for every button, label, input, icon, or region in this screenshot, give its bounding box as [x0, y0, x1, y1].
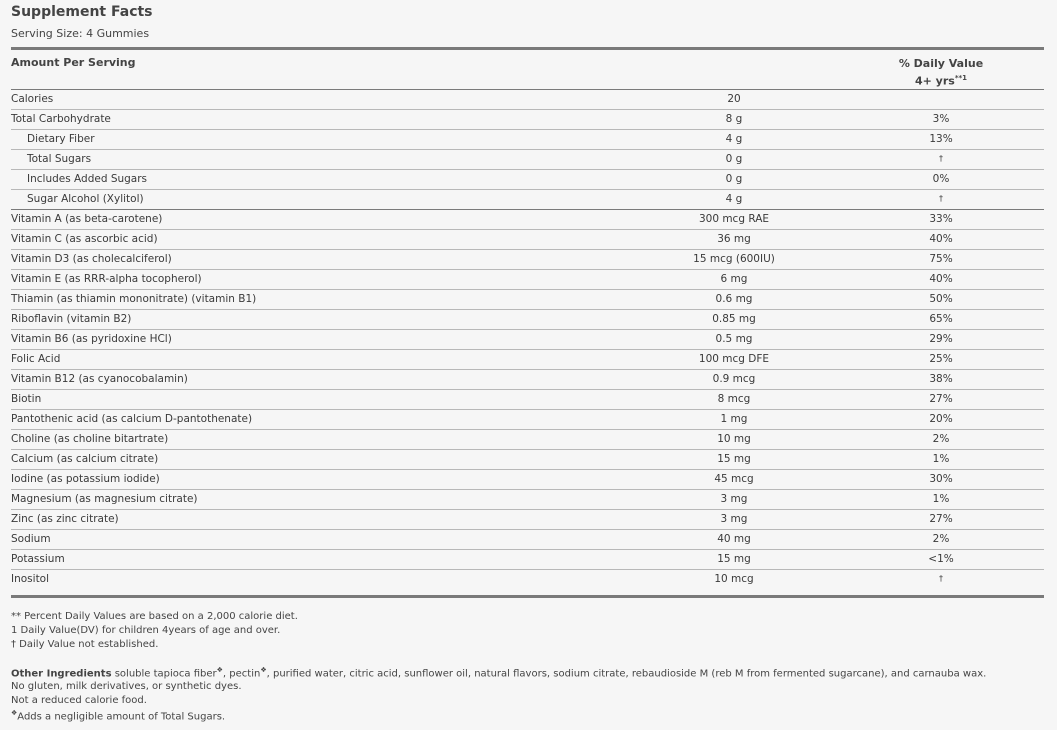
nutrient-name: Sodium — [11, 533, 51, 545]
panel-title: Supplement Facts — [11, 4, 153, 20]
nutrient-amount: 100 mcg DFE — [698, 353, 770, 365]
table-row — [11, 310, 1044, 330]
nutrient-daily-value: 30% — [929, 473, 953, 485]
nutrient-amount: 8 g — [725, 113, 743, 125]
nutrient-name: Vitamin C (as ascorbic acid) — [11, 233, 158, 245]
nutrient-amount: 10 mcg — [714, 573, 754, 585]
nutrient-daily-value: 1% — [932, 453, 950, 465]
nutrient-amount: 4 g — [725, 133, 743, 145]
nutrient-amount: 15 mcg (600IU) — [693, 253, 775, 265]
nutrient-name: Folic Acid — [11, 353, 61, 365]
table-row — [11, 270, 1044, 290]
nutrient-daily-value: 75% — [929, 253, 953, 265]
calorie-note: Not a reduced calorie food. — [11, 695, 147, 706]
nutrient-daily-value: 20% — [929, 413, 953, 425]
nutrient-amount: 1 mg — [720, 413, 748, 425]
amount-per-serving-heading: Amount Per Serving — [11, 56, 136, 69]
nutrient-name: Potassium — [11, 553, 65, 565]
nutrient-name: Vitamin D3 (as cholecalciferol) — [11, 253, 172, 265]
daily-value-heading — [891, 56, 991, 89]
added-sugars-note — [11, 709, 225, 722]
nutrient-name: Pantothenic acid (as calcium D-pantothenate) — [11, 413, 253, 425]
table-row — [11, 250, 1044, 270]
table-row — [11, 450, 1044, 470]
table-row — [11, 90, 1044, 110]
nutrient-daily-value: 13% — [929, 133, 953, 145]
table-row — [11, 170, 1044, 190]
table-row — [11, 370, 1044, 390]
table-row — [11, 110, 1044, 130]
nutrient-name: Vitamin A (as beta-carotene) — [11, 213, 163, 225]
nutrient-amount: 0 g — [725, 153, 743, 165]
nutrient-name: Dietary Fiber — [27, 133, 95, 145]
added-sugars-text: Adds a negligible amount of Total Sugars. — [17, 711, 226, 723]
nutrient-amount: 0.9 mcg — [712, 373, 756, 385]
top-divider — [11, 47, 1044, 50]
nutrient-amount: 10 mg — [717, 433, 751, 445]
nutrient-amount: 8 mcg — [717, 393, 751, 405]
nutrient-name: Total Sugars — [27, 153, 92, 165]
age-footnote-marks: **1 — [954, 74, 968, 82]
free-from-note: No gluten, milk derivatives, or synthetic dyes. — [11, 681, 242, 692]
table-row — [11, 470, 1044, 490]
nutrient-amount: 45 mcg — [714, 473, 754, 485]
nutrient-table — [11, 90, 1044, 589]
percent-footnote: ** Percent Daily Values are based on a 2,000 calorie diet. — [11, 611, 298, 622]
nutrient-name: Vitamin E (as RRR-alpha tocopherol) — [11, 273, 202, 285]
table-row — [11, 210, 1044, 230]
ingredients-part-1: soluble tapioca fiber — [114, 668, 217, 680]
nutrient-amount: 3 mg — [720, 493, 748, 505]
nutrient-amount: 40 mg — [717, 533, 751, 545]
age-label-line — [891, 71, 991, 89]
nutrient-amount: 6 mg — [720, 273, 748, 285]
nutrient-name: Calories — [11, 93, 54, 105]
other-ingredients — [11, 666, 986, 679]
nutrient-name: Biotin — [11, 393, 42, 405]
nutrient-name: Vitamin B12 (as cyanocobalamin) — [11, 373, 188, 385]
nutrient-daily-value: † — [939, 194, 943, 203]
nutrient-daily-value: 40% — [929, 233, 953, 245]
table-row — [11, 330, 1044, 350]
nutrient-daily-value: 27% — [929, 513, 953, 525]
ingredients-part-2: , pectin — [222, 668, 261, 680]
dagger-footnote: † Daily Value not established. — [11, 639, 159, 650]
nutrient-daily-value: 25% — [929, 353, 953, 365]
nutrient-amount: 0 g — [725, 173, 743, 185]
nutrient-daily-value: 33% — [929, 213, 953, 225]
nutrient-daily-value: 29% — [929, 333, 953, 345]
table-row — [11, 430, 1044, 450]
diamond-mark-3: ❖ — [11, 709, 18, 717]
daily-value-label: % Daily Value — [898, 57, 984, 70]
nutrient-name: Sugar Alcohol (Xylitol) — [27, 193, 144, 205]
table-row — [11, 290, 1044, 310]
table-row — [11, 130, 1044, 150]
dv-footnote: 1 Daily Value(DV) for children 4years of age and over. — [11, 625, 281, 636]
age-label: 4+ yrs — [914, 74, 955, 88]
nutrient-name: Includes Added Sugars — [27, 173, 148, 185]
nutrient-daily-value: 2% — [932, 533, 950, 545]
nutrient-name: Magnesium (as magnesium citrate) — [11, 493, 198, 505]
table-row — [11, 570, 1044, 589]
nutrient-daily-value: 65% — [929, 313, 953, 325]
bottom-divider — [11, 595, 1044, 598]
nutrient-amount: 0.85 mg — [712, 313, 756, 325]
table-row — [11, 190, 1044, 210]
nutrient-daily-value: 38% — [929, 373, 953, 385]
nutrient-daily-value: 3% — [932, 113, 950, 125]
nutrient-daily-value: 0% — [932, 173, 950, 185]
nutrient-name: Zinc (as zinc citrate) — [11, 513, 119, 525]
nutrient-name: Total Carbohydrate — [11, 113, 111, 125]
nutrient-amount: 15 mg — [717, 453, 751, 465]
table-row — [11, 230, 1044, 250]
nutrient-name: Calcium (as calcium citrate) — [11, 453, 159, 465]
nutrient-name: Vitamin B6 (as pyridoxine HCl) — [11, 333, 172, 345]
nutrient-amount: 4 g — [725, 193, 743, 205]
table-row — [11, 350, 1044, 370]
table-row — [11, 510, 1044, 530]
table-row — [11, 390, 1044, 410]
diamond-mark-2: ❖ — [260, 666, 267, 674]
nutrient-amount: 0.5 mg — [715, 333, 753, 345]
nutrient-daily-value: 2% — [932, 433, 950, 445]
nutrient-name: Riboflavin (vitamin B2) — [11, 313, 132, 325]
nutrient-daily-value: 40% — [929, 273, 953, 285]
nutrient-daily-value: 1% — [932, 493, 950, 505]
nutrient-name: Choline (as choline bitartrate) — [11, 433, 169, 445]
table-row — [11, 150, 1044, 170]
other-ingredients-label: Other Ingredients — [11, 668, 112, 680]
ingredients-part-3: , purified water, citric acid, sunflower oil, natural flavors, sodium citrate, rebaudioside M (reb M from fermented sugarcane), and carnauba wax. — [266, 668, 987, 680]
nutrient-amount: 20 — [727, 93, 741, 105]
table-row — [11, 410, 1044, 430]
table-row — [11, 490, 1044, 510]
nutrient-amount: 36 mg — [717, 233, 751, 245]
nutrient-name: Thiamin (as thiamin mononitrate) (vitamin B1) — [11, 293, 257, 305]
nutrient-daily-value: † — [939, 154, 943, 163]
nutrient-amount: 15 mg — [717, 553, 751, 565]
table-row — [11, 530, 1044, 550]
nutrient-daily-value: 27% — [929, 393, 953, 405]
table-row — [11, 550, 1044, 570]
diamond-mark-1: ❖ — [216, 666, 223, 674]
nutrient-amount: 300 mcg RAE — [698, 213, 770, 225]
nutrient-daily-value: 50% — [929, 293, 953, 305]
nutrient-amount: 0.6 mg — [715, 293, 753, 305]
nutrient-daily-value: <1% — [928, 553, 954, 565]
nutrient-daily-value: † — [939, 574, 943, 583]
nutrient-name: Inositol — [11, 573, 50, 585]
nutrient-amount: 3 mg — [720, 513, 748, 525]
serving-size: Serving Size: 4 Gummies — [11, 27, 150, 40]
nutrient-name: Iodine (as potassium iodide) — [11, 473, 160, 485]
